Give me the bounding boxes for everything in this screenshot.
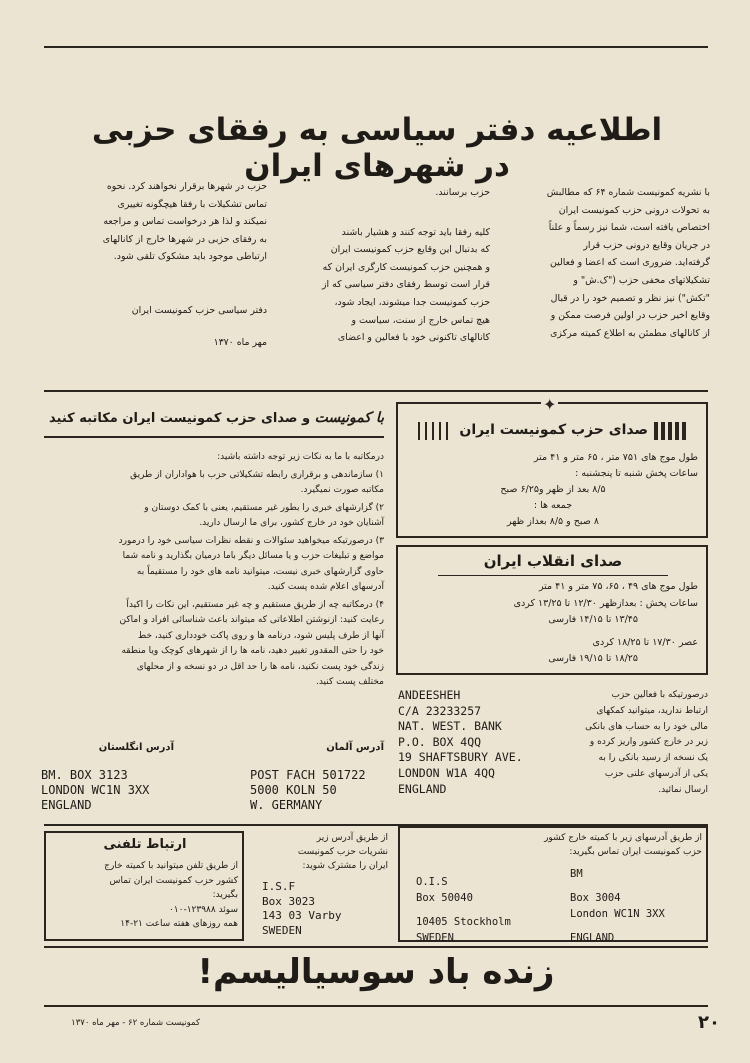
issue-line: کمونیست شماره ۶۲ - مهر ماه ۱۳۷۰ [71,1018,200,1028]
article-line: با نشریه کمونیست شماره ۶۴ که مطالبش [546,187,710,198]
radio-box-2 [396,545,708,675]
article-line: حزب در شهرها برقرار نخواهند کرد. نحوه [106,181,267,192]
section-rule [44,1005,708,1007]
contact-line: درمکاتبه با ما به نکات زیر توجه داشته باشید: [217,452,384,462]
bank-line: 19 SHAFTSBURY AVE. [398,750,523,765]
radio-2-title: صدای انقلاب ایران [483,552,623,570]
bank-note-line: مالی خود را به حساب های بانکی [585,721,708,732]
address-de [250,768,390,813]
bank-note [555,688,708,799]
radio-1-header [418,416,688,446]
subscribe-addr-line: SWEDEN [262,923,302,937]
phone-line: سوئد ۱۲۳۹۸۸-۰۱۰ [168,904,238,915]
radio-2-body [408,579,698,668]
radio-line: ۱۳/۴۵ تا ۱۴/۱۵ فارسی [548,614,638,625]
page-number: ۲۰ [698,1012,720,1033]
address-line: BM. BOX 3123 [41,768,128,782]
radio-line: ۸/۵ بعد از ظهر و۶/۲۵ صبح [500,484,606,495]
contact-heading-text: و صدای حزب کمونیست ایران مکاتبه کنید [49,411,311,426]
radio-line: ۱۸/۲۵ تا ۱۹/۱۵ فارسی [548,653,638,664]
address-line: LONDON WC1N 3XX [41,783,150,797]
subscribe-line: نشریات حزب کمونیست [297,847,388,857]
article-line: تشکیلاتهای مخفی حزب ("ک.ش" و [573,274,710,286]
committee-addr-line: Box 50040 [416,892,473,904]
bank-address [398,688,548,797]
address-de-label: آدرس آلمان [326,742,384,753]
article-line: و همچنین حزب کمونیست کارگری ایران که [322,261,490,273]
committee-address-ois [416,874,556,946]
subscribe-addr-line: I.S.F [262,880,296,893]
subscribe-line: از طریق آدرس زیر [316,833,388,843]
committee-note [406,831,702,859]
subscribe-addr-line: Box 3023 [262,894,315,908]
phone-title: ارتباط تلفنی [103,837,187,852]
radio-line: عصر ۱۷/۳۰ تا ۱۸/۲۵ کردی [592,636,698,648]
bank-note-line: ارسال نمائید. [658,784,708,795]
bank-note-line: یک نسخه از رسید بانکی را به [598,753,708,764]
subscribe-note [258,831,388,873]
slogan: زنده باد سوسیالیسم! [197,952,555,992]
article-column-middle [285,184,490,347]
bank-line: ANDEESHEH [398,688,461,702]
radio-1-body [408,450,698,530]
committee-addr-line: O.I.S [416,876,448,888]
article-line: گرفته‌اید. ضروری است که اعضا و فعالین [549,257,710,269]
contact-line: آدرسهای اعلام شده پست کنید. [267,582,384,592]
contact-line: آشنایان خود در خارج کشور، برای ما ارسال دارید. [199,518,384,528]
contact-line: ۲) گزارشهای خبری را بطور غیر مستقیم، یعنی با کمک دوستان و [144,502,384,513]
bank-note-line: یکی از آدرسهای علنی حزب [604,768,708,779]
radio-line: ۸ صبح و ۸/۵ بعداز ظهر [507,516,599,527]
contact-heading [44,410,384,426]
contact-section [44,398,384,753]
article-line: قرار است توسط رفقای دفتر سیاسی که از [322,279,490,291]
contact-heading-script: با کمونیست [314,410,384,426]
article-line: حزب کمونیست جدا میشوند، ایجاد شود، [334,296,490,308]
subscribe-line: ایران را مشترک شوید: [302,861,388,871]
phone-line: بگیرید: [212,890,238,900]
radio-box-1 [396,395,708,538]
phone-line: از طریق تلفن میتوانید با کمیته خارج [104,861,238,871]
committee-addr-line: BM [570,868,583,880]
top-rule [44,46,708,48]
contact-line: مختلف پست کنید. [315,677,384,687]
committee-address-bm [570,866,710,946]
bars-icon [418,422,452,440]
address-line: POST FACH 501722 [250,768,366,782]
article-column-right [505,184,710,342]
address-line: ENGLAND [41,798,92,812]
subscribe-addr-line: 143 03 Varby [262,909,342,922]
phone-line: همه روزهای هفته ساعت ۲۱-۱۴ [120,919,238,929]
bank-line: C/A 23233257 [398,703,482,718]
address-uk-label: آدرس انگلستان [98,742,174,753]
phone-body [52,859,238,932]
article-line: در جریان وقایع درونی حزب قرار [583,239,710,251]
article-line: نمیکند و لذا هر درخواست تماس و مراجعه [103,216,267,228]
contact-body [44,450,384,691]
contact-line: حاوی گزارشهای خبری نیست، میتوانید نامه های خود را مستقیماً به [136,566,384,577]
star-icon: ✦ [543,395,557,414]
phone-box [44,831,244,941]
bank-line: P.O. BOX 4QQ [398,734,482,749]
radio-line: طول موج های ۷۵۱ متر ، ۶۵ متر و ۴۱ متر [533,452,698,463]
article-line: که بدنبال این وقایع حزب کمونیست ایران [330,244,490,256]
phone-line: کشور حزب کمونیست ایران تماس [109,875,238,886]
date: مهر ماه ۱۳۷۰ [213,336,267,348]
bank-note-line: زیر در خارج کشور واریز کرده و [589,737,708,748]
contact-line: مکاتبه صورت نمیگیرد. [300,485,384,495]
article-line: کلیه رفقا باید توجه کنند و هشیار باشند [341,226,490,238]
bank-note-line: درصورتیکه با فعالین حزب [611,690,708,700]
article-line: وقایع اخیر حزب در اولین فرصت ممکن و [550,310,710,322]
article-line: کانالهای تاکنونی خود با فعالین و اعضای [337,332,490,344]
bank-line: LONDON W1A 4QQ [398,765,495,780]
article-line: حزب برسانند. [435,187,490,198]
committee-addr-line: Box 3004 [570,892,621,904]
contact-line: مواضع و تبلیغات حزب و یا مسائل دیگر باما درمیان بگذارید و نامه شما [122,551,384,561]
committee-addr-line: SWEDEN [416,932,454,944]
section-rule [44,390,708,392]
committee-addr-line: ENGLAND [570,932,615,944]
contact-line: خود را حتی المقدور تغییر دهید، نامه ها را از شهرهای کوچک ویا منطقه [121,646,384,656]
radio-line: ساعات پخش : بعدازظهر ۱۲/۳۰ تا ۱۳/۲۵ کردی [513,597,698,609]
article-line: ارتباطی موجود باید مشکوک تلقی شود. [113,251,267,263]
address-line: 5000 KOLN 50 [250,783,337,797]
committee-addr-line: London WC1N 3XX [570,908,665,920]
article-line: از کانالهای مطمئن به اطلاع کمیته مرکزی [550,327,710,339]
signature: دفتر سیاسی حزب کمونیست ایران [131,304,267,316]
contact-heading-underline [44,436,384,438]
bank-note-line: ارتباط ندارید، میتوانید کمکهای [596,705,708,716]
bank-line: ENGLAND [398,781,447,796]
committee-addr-line: 10405 Stockholm [416,916,511,928]
address-line: W. GERMANY [250,798,323,812]
contact-line: رعایت کنید: ازنوشتن اطلاعاتی که میتواند باعث شناسائی افراد و اماکن [119,615,384,625]
radio-line: ساعات پخش شنبه تا پنجشنبه : [575,468,698,479]
radio-line: طول موج های ۴۹ ، ۶۵، ۷۵ متر و ۴۱ متر [538,581,698,592]
article-line: تماس تشکیلات با رفقا هیچگونه تغییری [117,198,267,210]
bars-icon [654,422,688,440]
committee-box [398,826,708,942]
article-line: به رفقای حزبی در شهرها خارج از کانالهای [102,233,267,245]
radio-line: جمعه ها : [533,500,573,511]
committee-line: از طریق آدرسهای زیر با کمیته خارج کشور [544,833,702,843]
page-title: اطلاعیه دفتر سیاسی به رفقای حزبی در شهرهای ایران [91,112,663,184]
subscribe-address [262,880,392,938]
article-column-left [62,178,267,351]
radio-1-title: صدای حزب کمونیست ایران [459,422,648,438]
address-uk [41,768,241,813]
article-line: "تکش") نیز نظر و تصمیم خود را در قبال [550,292,710,304]
contact-line: آنها از طرف پلیس شود، درنامه ها و روی پاکت خودداری کنید، خط [137,630,384,641]
section-rule [44,946,708,948]
contact-line: زندگی خود پست نکنید، نامه ها را حد اقل در دو نسخه و از محلهای [136,661,384,672]
contact-line: ۴) درمکاتبه چه از طریق مستقیم و چه غیر مستقیم، این نکات را اکیداً [126,599,384,610]
contact-line: ۱) سازماندهی و برقراری رابطه تشکیلاتی حزب با هواداران از طریق [130,469,384,480]
article-line: هیچ تماس خارج از سنت، سیاست و [351,314,490,326]
contact-line: ۳) درصورتیکه میخواهید سئوالات و نقطه نظرات سیاسی خود را درمورد [118,535,384,546]
article-line: اختصاص یافته است، شما نیز رسماً و علناً [548,222,710,234]
committee-line: حزب کمونیست ایران تماس بگیرید: [569,847,702,857]
article-line: به تحولات درونی حزب کمونیست ایران [558,204,710,216]
radio-2-title-underline [438,575,668,576]
bank-line: NAT. WEST. BANK [398,719,502,734]
